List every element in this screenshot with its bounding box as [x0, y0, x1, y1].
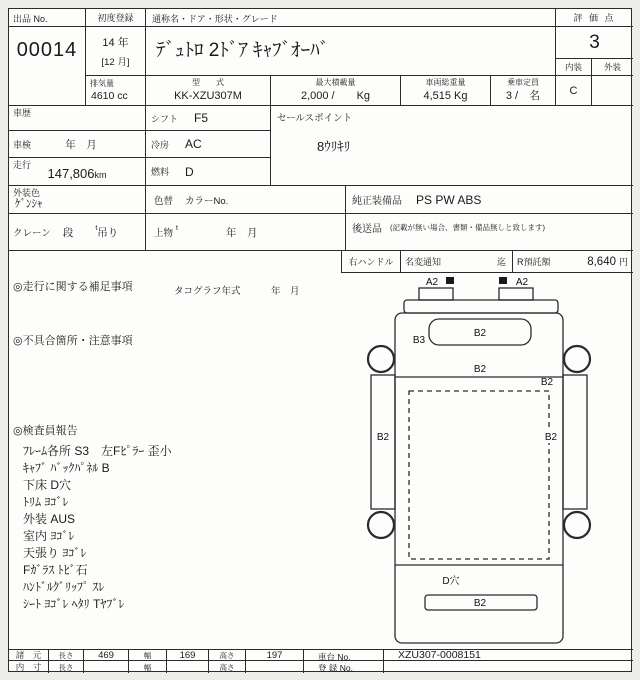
wheel-rear-right: [564, 512, 590, 538]
mileage-note-title: ◎走行に関する補足事項: [13, 281, 133, 293]
wheel-rear-left: [368, 512, 394, 538]
shift-cell: [146, 106, 271, 131]
score-header-cell: [556, 9, 633, 27]
name-change-until: 迄: [496, 257, 506, 267]
repaint-label: 色替: [154, 195, 174, 207]
crane-label: クレーン: [13, 228, 51, 239]
aircon-label: 冷房: [151, 139, 170, 150]
inspector-report-line: 室内 ﾖｺﾞﾚ: [23, 529, 75, 543]
chassis-value-cell: [384, 649, 633, 661]
forwarded-label: 後送品: [352, 224, 382, 235]
shift-label: シフト: [151, 113, 179, 124]
exhibit-no-header-cell: [9, 9, 86, 27]
first-reg-month: [12 月]: [101, 57, 130, 68]
inner-height-label: 高さ: [219, 662, 235, 672]
spec-width-label-cell: [129, 649, 167, 661]
tachograph-label: タコグラフ年式: [174, 286, 241, 297]
inspector-report-line: 外装 AUS: [23, 512, 76, 526]
exterior-color-label: 外装色: [13, 188, 41, 198]
interior-grade-cell: [556, 76, 592, 106]
mileage-value: 147,806: [47, 166, 95, 181]
inspector-report-line: ｷｬﾌﾞ ﾊﾞｯｸﾊﾟﾈﾙ B: [23, 461, 110, 475]
b2-windshield-label: B2: [473, 328, 487, 339]
capacity-cell: [491, 76, 556, 106]
spec-row-label: 諸 元: [15, 650, 42, 660]
crane-lift-label: 吊り: [97, 226, 119, 239]
max-load-label: 最大積載量: [315, 78, 356, 87]
inspector-report-line: 下床 D穴: [23, 478, 72, 492]
inspector-report-list: [23, 443, 172, 613]
max-load-value: 2,000 / Kg: [300, 90, 371, 102]
score-cell: [556, 27, 633, 59]
first-reg-label: 初度登録: [97, 13, 134, 23]
exterior-grade-cell: [592, 76, 633, 106]
model-code-label: 型 式: [192, 78, 224, 87]
spec-height-value: 197: [266, 649, 283, 661]
capacity-value: 3 / 名: [505, 90, 541, 102]
b2-cab-label: B2: [473, 364, 487, 375]
a2-left-label: A2: [425, 277, 439, 288]
a2-right-label: A2: [515, 277, 529, 288]
wheel-front-left: [368, 346, 394, 372]
fuel-label: 燃料: [151, 167, 170, 177]
gross-weight-cell: [401, 76, 491, 106]
spec-length-label-cell: [49, 649, 84, 661]
history-cell: [9, 106, 146, 131]
front-box-left: [419, 288, 453, 300]
mileage-line: [9, 165, 145, 183]
inner-width-label-cell: [129, 661, 167, 673]
body-label: 上物: [154, 228, 174, 239]
crane-ton-mark: t: [95, 224, 98, 232]
auction-sheet: [8, 8, 632, 672]
cargo-bed-dashed: [409, 391, 549, 559]
vehicle-name-cell: [146, 27, 556, 76]
b2-side-left-label: B2: [376, 432, 390, 443]
crane-stage-label: 段: [62, 226, 74, 239]
vehicle-name-value: ﾃﾞｭﾄﾛ 2ﾄﾞｱ ｷｬﾌﾞｵｰﾊﾞ: [156, 40, 330, 61]
chassis-label-cell: [304, 649, 384, 661]
color-no-label: カラーNo.: [185, 195, 229, 207]
forwarded-note: (記載が無い場合、書類・備品無しと致します): [390, 223, 545, 232]
sales-point-value: 8ｳﾘｷﾘ: [317, 139, 351, 154]
inspector-title: ◎検査員報告: [13, 425, 78, 437]
interior-grade-value: C: [569, 84, 578, 97]
model-code-cell: [146, 76, 271, 106]
inner-length-label-cell: [49, 661, 84, 673]
inspection-label: 車検: [13, 139, 32, 150]
first-reg-cell: [86, 27, 146, 76]
inspector-report-line: 天張り ﾖｺﾞﾚ: [23, 546, 87, 560]
exhibit-no-cell: [9, 27, 86, 106]
inner-width-value-cell: [167, 661, 209, 673]
vehicle-name-header-cell: [146, 9, 556, 27]
aircon-cell: [146, 131, 271, 158]
spec-length-value-cell: [84, 649, 129, 661]
a2-marker-left: [446, 277, 454, 284]
spec-length-value: 469: [98, 649, 114, 661]
inspector-report-line: ﾊﾝﾄﾞﾙｸﾞﾘｯﾌﾟ ｽﾚ: [23, 580, 105, 594]
inner-width-label: 幅: [143, 662, 152, 672]
inner-height-value-cell: [246, 661, 304, 673]
handle-value: 右ハンドル: [348, 257, 394, 267]
front-bumper: [404, 300, 558, 313]
b2-door-right-label: B2: [540, 377, 554, 388]
truck-body-outline: [395, 313, 563, 643]
displacement-label: 排気量: [90, 79, 114, 88]
wheel-front-right: [564, 346, 590, 372]
spec-width-value-cell: [167, 649, 209, 661]
a2-marker-right: [499, 277, 507, 284]
chassis-label: 車台 No.: [318, 652, 351, 662]
equipment-cell: [346, 186, 633, 214]
mileage-unit: km: [94, 170, 107, 180]
right-side-panel: [563, 375, 587, 509]
first-reg-header-cell: [86, 9, 146, 27]
tachograph-value: 年 月: [271, 286, 300, 297]
interior-label: 内装: [564, 62, 582, 72]
inspector-report-line: ﾄﾘﾑ ﾖｺﾞﾚ: [23, 495, 69, 509]
displacement-value: 4610 cc: [91, 90, 128, 102]
first-reg-year: 14 年: [102, 37, 129, 49]
inner-row-label: 内 寸: [15, 662, 42, 672]
front-box-right: [499, 288, 533, 300]
b3-label: B3: [412, 335, 426, 346]
deposit-label: R預託額: [517, 257, 551, 267]
chassis-value: XZU307-0008151: [398, 649, 481, 661]
defect-title: ◎不具合箇所・注意事項: [13, 335, 133, 347]
deposit-value: 8,640: [587, 255, 616, 268]
equipment-label: 純正装備品: [352, 196, 402, 207]
body-value: 年 月: [225, 226, 258, 239]
shift-value: F5: [194, 111, 209, 125]
crane-cell: [9, 214, 146, 251]
max-load-cell: [271, 76, 401, 106]
inspector-report-line: ﾌﾚｰﾑ各所 S3 左Fﾋﾟﾗｰ 歪小: [23, 444, 172, 458]
deposit-unit: 円: [618, 257, 628, 267]
vehicle-name-header: 通称名・ドア・形状・グレード: [152, 14, 278, 24]
mileage-cell: [9, 158, 146, 186]
vehicle-diagram: [339, 267, 633, 647]
forwarded-cell: [346, 214, 633, 251]
name-change-label: 名変通知: [405, 257, 442, 267]
inspection-cell: [9, 131, 146, 158]
exterior-color-value: ｹﾞﾝｼｬ: [15, 198, 43, 210]
exhibit-no-value: 00014: [16, 39, 78, 61]
inner-height-label-cell: [209, 661, 246, 673]
capacity-label: 乗車定員: [507, 78, 539, 87]
spec-height-label-cell: [209, 649, 246, 661]
mileage-label: 走行: [13, 160, 32, 170]
exhibit-no-label: 出品 No.: [13, 14, 48, 24]
inner-row-label-cell: [9, 661, 49, 673]
b2-rear-label: B2: [473, 598, 487, 609]
repaint-cell: [146, 186, 346, 214]
inspector-report-line: Fｶﾞﾗｽ ﾄﾋﾞ石: [23, 563, 88, 577]
body-ton-mark: t: [176, 224, 178, 232]
score-value: 3: [589, 31, 600, 53]
gross-weight-label: 車両総重量: [425, 78, 466, 87]
exterior-label: 外装: [603, 62, 621, 72]
interior-header-cell: [556, 59, 592, 76]
sales-point-label: セールスポイント: [277, 113, 353, 124]
d-hole-label: D穴: [442, 576, 460, 587]
fuel-value: D: [185, 164, 194, 179]
inner-length-value-cell: [84, 661, 129, 673]
displacement-cell: [86, 76, 146, 106]
score-label: 評 価 点: [573, 13, 616, 23]
spec-row-label-cell: [9, 649, 49, 661]
length-label: 長さ: [58, 650, 74, 660]
width-label: 幅: [143, 650, 152, 660]
fuel-cell: [146, 158, 271, 186]
b2-side-right-label: B2: [544, 432, 558, 443]
exterior-header-cell: [592, 59, 633, 76]
model-code-value: KK-XZU307M: [174, 90, 242, 102]
registration-label-cell: [304, 661, 384, 673]
body-cell: [146, 214, 346, 251]
aircon-value: AC: [185, 137, 202, 151]
inner-length-label: 長さ: [58, 662, 74, 672]
equipment-value: PS PW ABS: [416, 192, 482, 207]
spec-height-value-cell: [246, 649, 304, 661]
sales-point-cell: [271, 106, 633, 186]
gross-weight-value: 4,515 Kg: [423, 90, 468, 102]
height-label: 高さ: [219, 650, 235, 660]
inspector-report-line: ｼｰﾄ ﾖｺﾞﾚ ﾍﾀﾘ Tﾔﾌﾞﾚ: [23, 597, 125, 611]
history-label: 車歴: [13, 108, 32, 118]
spec-width-value: 169: [179, 649, 196, 661]
exterior-color-cell: [9, 186, 146, 214]
registration-label: 登 録 No.: [318, 663, 353, 673]
inspection-value: 年 月: [65, 138, 97, 151]
registration-value-cell: [384, 661, 633, 673]
